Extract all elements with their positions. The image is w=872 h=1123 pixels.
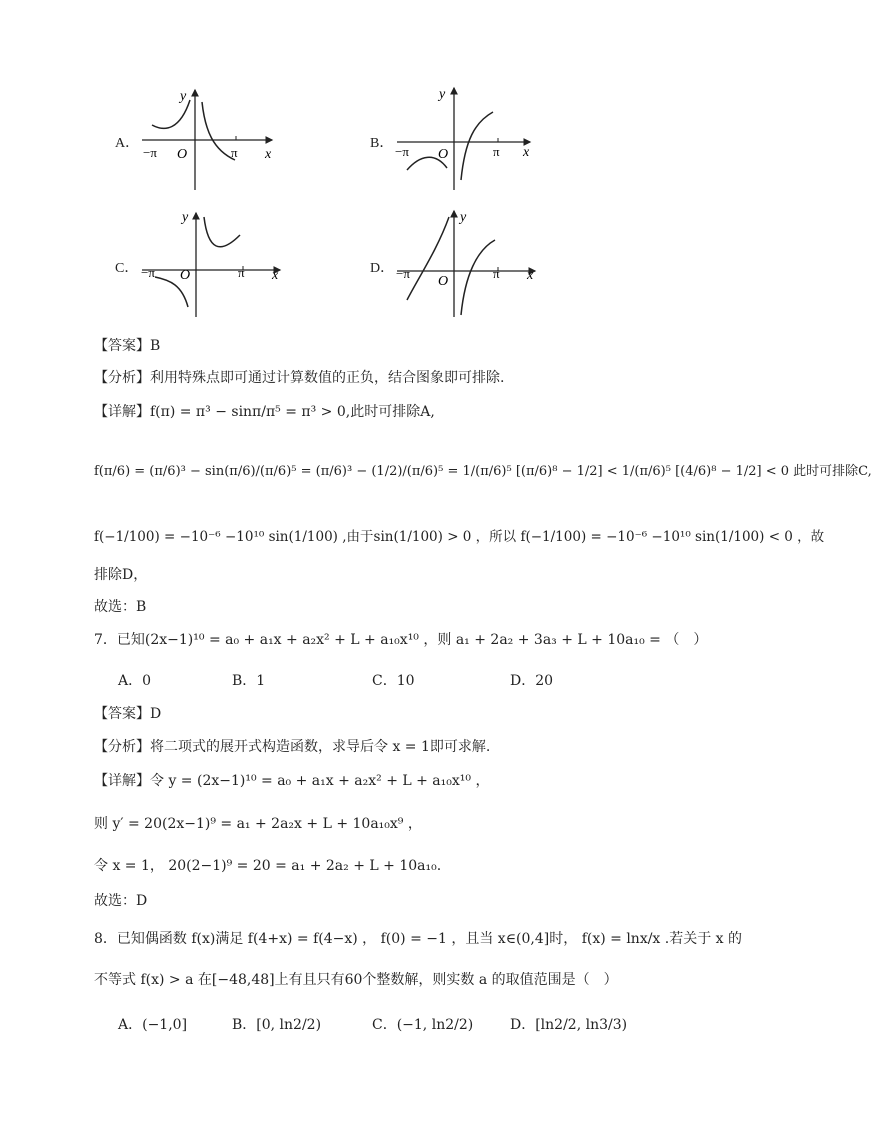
origin-label: O xyxy=(180,268,191,283)
q6-answer: 【答案】B xyxy=(94,338,161,354)
q8-stem-line-2: 不等式 f(x) > a 在[−48,48]上有且只有60个整数解，则实数 a 的取值范围是（ ） xyxy=(94,972,618,988)
option-a-label: A． xyxy=(115,136,140,151)
q8-option-c: C．(−1, ln2/2) xyxy=(372,1017,474,1033)
q7-analysis: 【分析】将二项式的展开式构造函数，求导后令 x = 1即可求解. xyxy=(94,739,491,755)
graph-option-d xyxy=(365,205,545,320)
origin-label: O xyxy=(177,147,188,162)
option-b-label: B． xyxy=(370,136,394,151)
graph-option-a xyxy=(110,80,290,195)
pi-label: π xyxy=(493,266,500,281)
axis-x-label: x xyxy=(272,268,279,283)
q8-option-a: A．(−1,0] xyxy=(118,1017,188,1033)
q6-analysis: 【分析】利用特殊点即可通过计算数值的正负，结合图象即可排除. xyxy=(94,370,505,386)
axis-y-label: y xyxy=(460,210,467,225)
axis-y-label: y xyxy=(180,89,187,104)
q7-option-d: D．20 xyxy=(510,673,554,689)
q6-detail-2: f(π/6) = (π/6)³ − sin(π/6)/(π/6)⁵ = (π/6)³ − (1/2)/(π/6)⁵ = 1/(π/6)⁵ [(π/6)⁸ − 1/2] < 1/(π/6)⁵ [(4/6)⁸ − 1/2] < 0 此时可排除C, xyxy=(94,464,872,479)
q6-choose: 故选：B xyxy=(94,599,147,615)
q8-option-d: D．[ln2/2, ln3/3) xyxy=(510,1017,628,1033)
pi-label: π xyxy=(493,144,500,159)
q7-detail-3: 令 x = 1， 20(2−1)⁹ = 20 = a₁ + 2a₂ + L + 10a₁₀. xyxy=(94,858,442,874)
graph-c-plot xyxy=(110,205,290,320)
graph-d-plot xyxy=(365,205,545,320)
axis-x-label: x xyxy=(527,268,534,283)
axis-x-label: x xyxy=(523,145,530,160)
q6-detail-4: 排除D， xyxy=(94,567,148,583)
neg-pi-label: −π xyxy=(143,145,157,160)
q6-detail-3: f(−1/100) = −10⁻⁶ −10¹⁰ sin(1/100) ,由于sin(1/100) > 0 ，所以 f(−1/100) = −10⁻⁶ −10¹⁰ sin(1/100) < 0 ，故 xyxy=(94,529,825,545)
origin-label: O xyxy=(438,274,449,289)
origin-label: O xyxy=(438,147,449,162)
neg-pi-label: −π xyxy=(141,265,155,280)
q7-answer: 【答案】D xyxy=(94,706,162,722)
q7-detail-1: 【详解】令 y = (2x−1)¹⁰ = a₀ + a₁x + a₂x² + L + a₁₀x¹⁰ ， xyxy=(94,773,490,789)
graph-b-plot xyxy=(365,80,545,195)
q7-option-c: C．10 xyxy=(372,673,415,689)
q7-stem: 7．已知(2x−1)¹⁰ = a₀ + a₁x + a₂x² + L + a₁₀x¹⁰ ，则 a₁ + 2a₂ + 3a₃ + L + 10a₁₀ = （ ） xyxy=(94,632,708,648)
q7-detail-2: 则 y′ = 20(2x−1)⁹ = a₁ + 2a₂x + L + 10a₁₀x⁹ ， xyxy=(94,816,422,832)
neg-pi-label: −π xyxy=(396,266,410,281)
q7-choose: 故选：D xyxy=(94,893,148,909)
q7-option-b: B．1 xyxy=(232,673,266,689)
axis-y-label: y xyxy=(439,87,446,102)
option-d-label: D． xyxy=(370,261,395,276)
q8-option-b: B．[0, ln2/2) xyxy=(232,1017,322,1033)
graph-option-b xyxy=(365,80,545,195)
neg-pi-label: −π xyxy=(395,144,409,159)
pi-label: π xyxy=(238,265,245,280)
q6-detail-1: 【详解】f(π) = π³ − sinπ/π⁵ = π³ > 0,此时可排除A, xyxy=(94,404,435,420)
graph-a-plot xyxy=(110,80,290,195)
axis-x-label: x xyxy=(265,147,272,162)
pi-label: π xyxy=(231,145,238,160)
q7-option-a: A．0 xyxy=(118,673,152,689)
axis-y-label: y xyxy=(182,210,189,225)
option-c-label: C． xyxy=(115,261,139,276)
graph-option-c xyxy=(110,205,290,320)
q8-stem-line-1: 8．已知偶函数 f(x)满足 f(4+x) = f(4−x) ， f(0) = −1 ，且当 x∈(0,4]时， f(x) = lnx/x .若关于 x 的 xyxy=(94,931,743,947)
